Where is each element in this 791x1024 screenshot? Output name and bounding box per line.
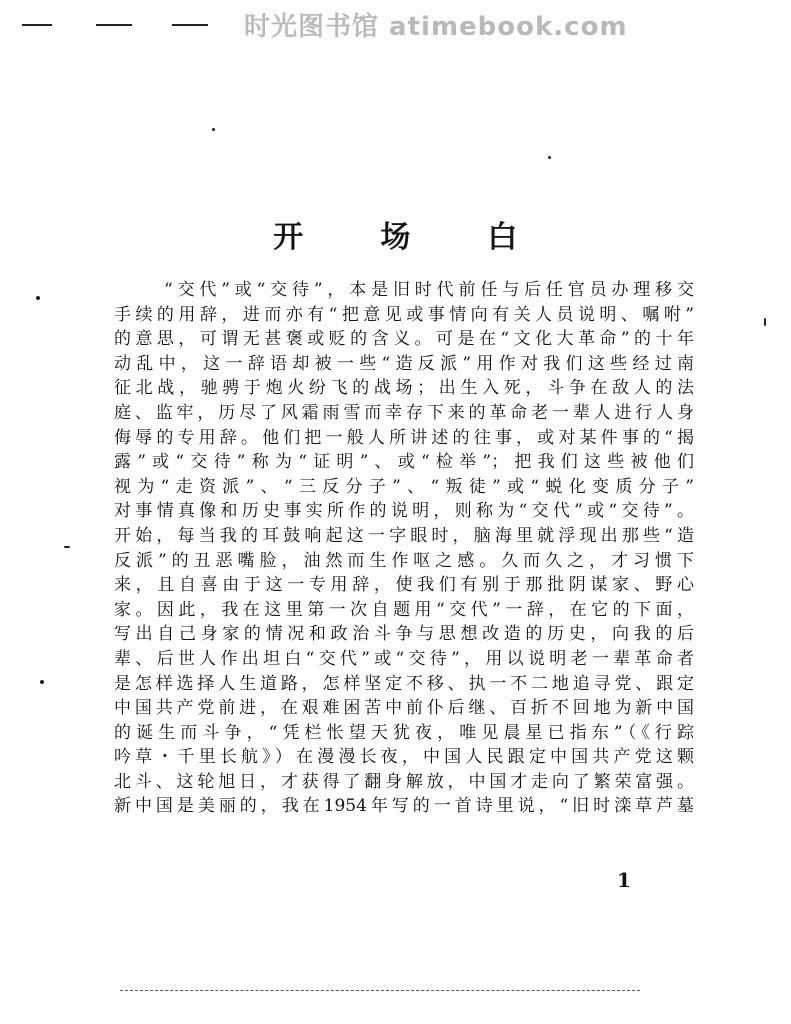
text-line: 反派”的丑恶嘴脸，油然而生作呕之感。久而久之，才习惯下 (114, 550, 694, 571)
text-line: 辈、后世人作出坦白“交代”或“交待”，用以说明老一辈革命者 (114, 648, 694, 669)
text-line: 侮辱的专用辞。他们把一般人所讲述的往事，或对某件事的“揭 (114, 427, 694, 448)
text-line: 吟草・千里长航》）在漫漫长夜，中国人民跟定中国共产党这颗 (114, 747, 694, 768)
scan-rule-3 (172, 24, 208, 26)
bottom-scan-line (120, 990, 640, 991)
text-line: 是怎样选择人生道路，怎样坚定不移、执一不二地追寻党、跟定 (114, 673, 694, 694)
scan-rule-2 (96, 24, 132, 26)
text-line: 开始，每当我的耳鼓响起这一字眼时，脑海里就浮现出那些“造 (114, 525, 694, 546)
text-line: 动乱中，这一辞语却被一些“造反派”用作对我们这些经过南 (114, 353, 694, 374)
text-line: 视为“走资派”、“三反分子”、“叛徒”或“蜕化变质分子” (114, 476, 694, 497)
chapter-title: 开 场 白 (273, 220, 518, 255)
body-paragraph (114, 278, 694, 819)
scan-speck (764, 318, 766, 326)
page-number: 1 (617, 868, 631, 892)
text-line: 写出自己身家的情况和政治斗争与思想改造的历史，向我的后 (114, 624, 694, 645)
text-line: “交代”或“交待”，本是旧时代前任与后任官员办理移交 (164, 280, 694, 300)
text-line: 露”或“交待”称为“证明”、或“检举”；把我们这些被他们 (114, 452, 694, 473)
scan-speck (40, 680, 44, 684)
watermark: 时光图书馆 atimebook.com (244, 12, 628, 42)
scan-speck (548, 156, 551, 159)
text-line: 手续的用辞，进而亦有“把意见或事情向有关人员说明、嘱咐” (114, 304, 694, 325)
text-line: 家。因此，我在这里第一次自题用“交代”一辞，在它的下面， (114, 599, 694, 620)
scan-rule-1 (22, 24, 52, 26)
text-line: 中国共产党前进，在艰难困苦中前仆后继、百折不回地为新中国 (114, 698, 694, 719)
text-line: 北斗、这轮旭日，才获得了翻身解放，中国才走向了繁荣富强。 (114, 771, 694, 792)
text-line: 庭、监牢，历尽了风霜雨雪而幸存下来的革命老一辈人进行人身 (114, 402, 694, 423)
text-line: 对事情真像和历史事实所作的说明，则称为“交代”或“交待”。 (114, 501, 694, 522)
text-line: 征北战，驰骋于炮火纷飞的战场；出生入死，斗争在敌人的法 (114, 378, 694, 399)
scan-speck (36, 296, 40, 300)
scan-speck (64, 546, 70, 548)
text-line: 新中国是美丽的，我在1954年写的一首诗里说，“旧时滦草芦墓 (114, 796, 694, 817)
scan-speck (212, 128, 215, 131)
text-line: 的诞生而斗争，“凭栏怅望天犹夜，唯见晨星已指东”（《行踪 (114, 722, 694, 743)
text-line: 的意思，可谓无甚褒或贬的含义。可是在“文化大革命”的十年 (114, 329, 694, 350)
text-line: 来，且自喜由于这一专用辞，使我们有别于那批阴谋家、野心 (114, 575, 694, 596)
